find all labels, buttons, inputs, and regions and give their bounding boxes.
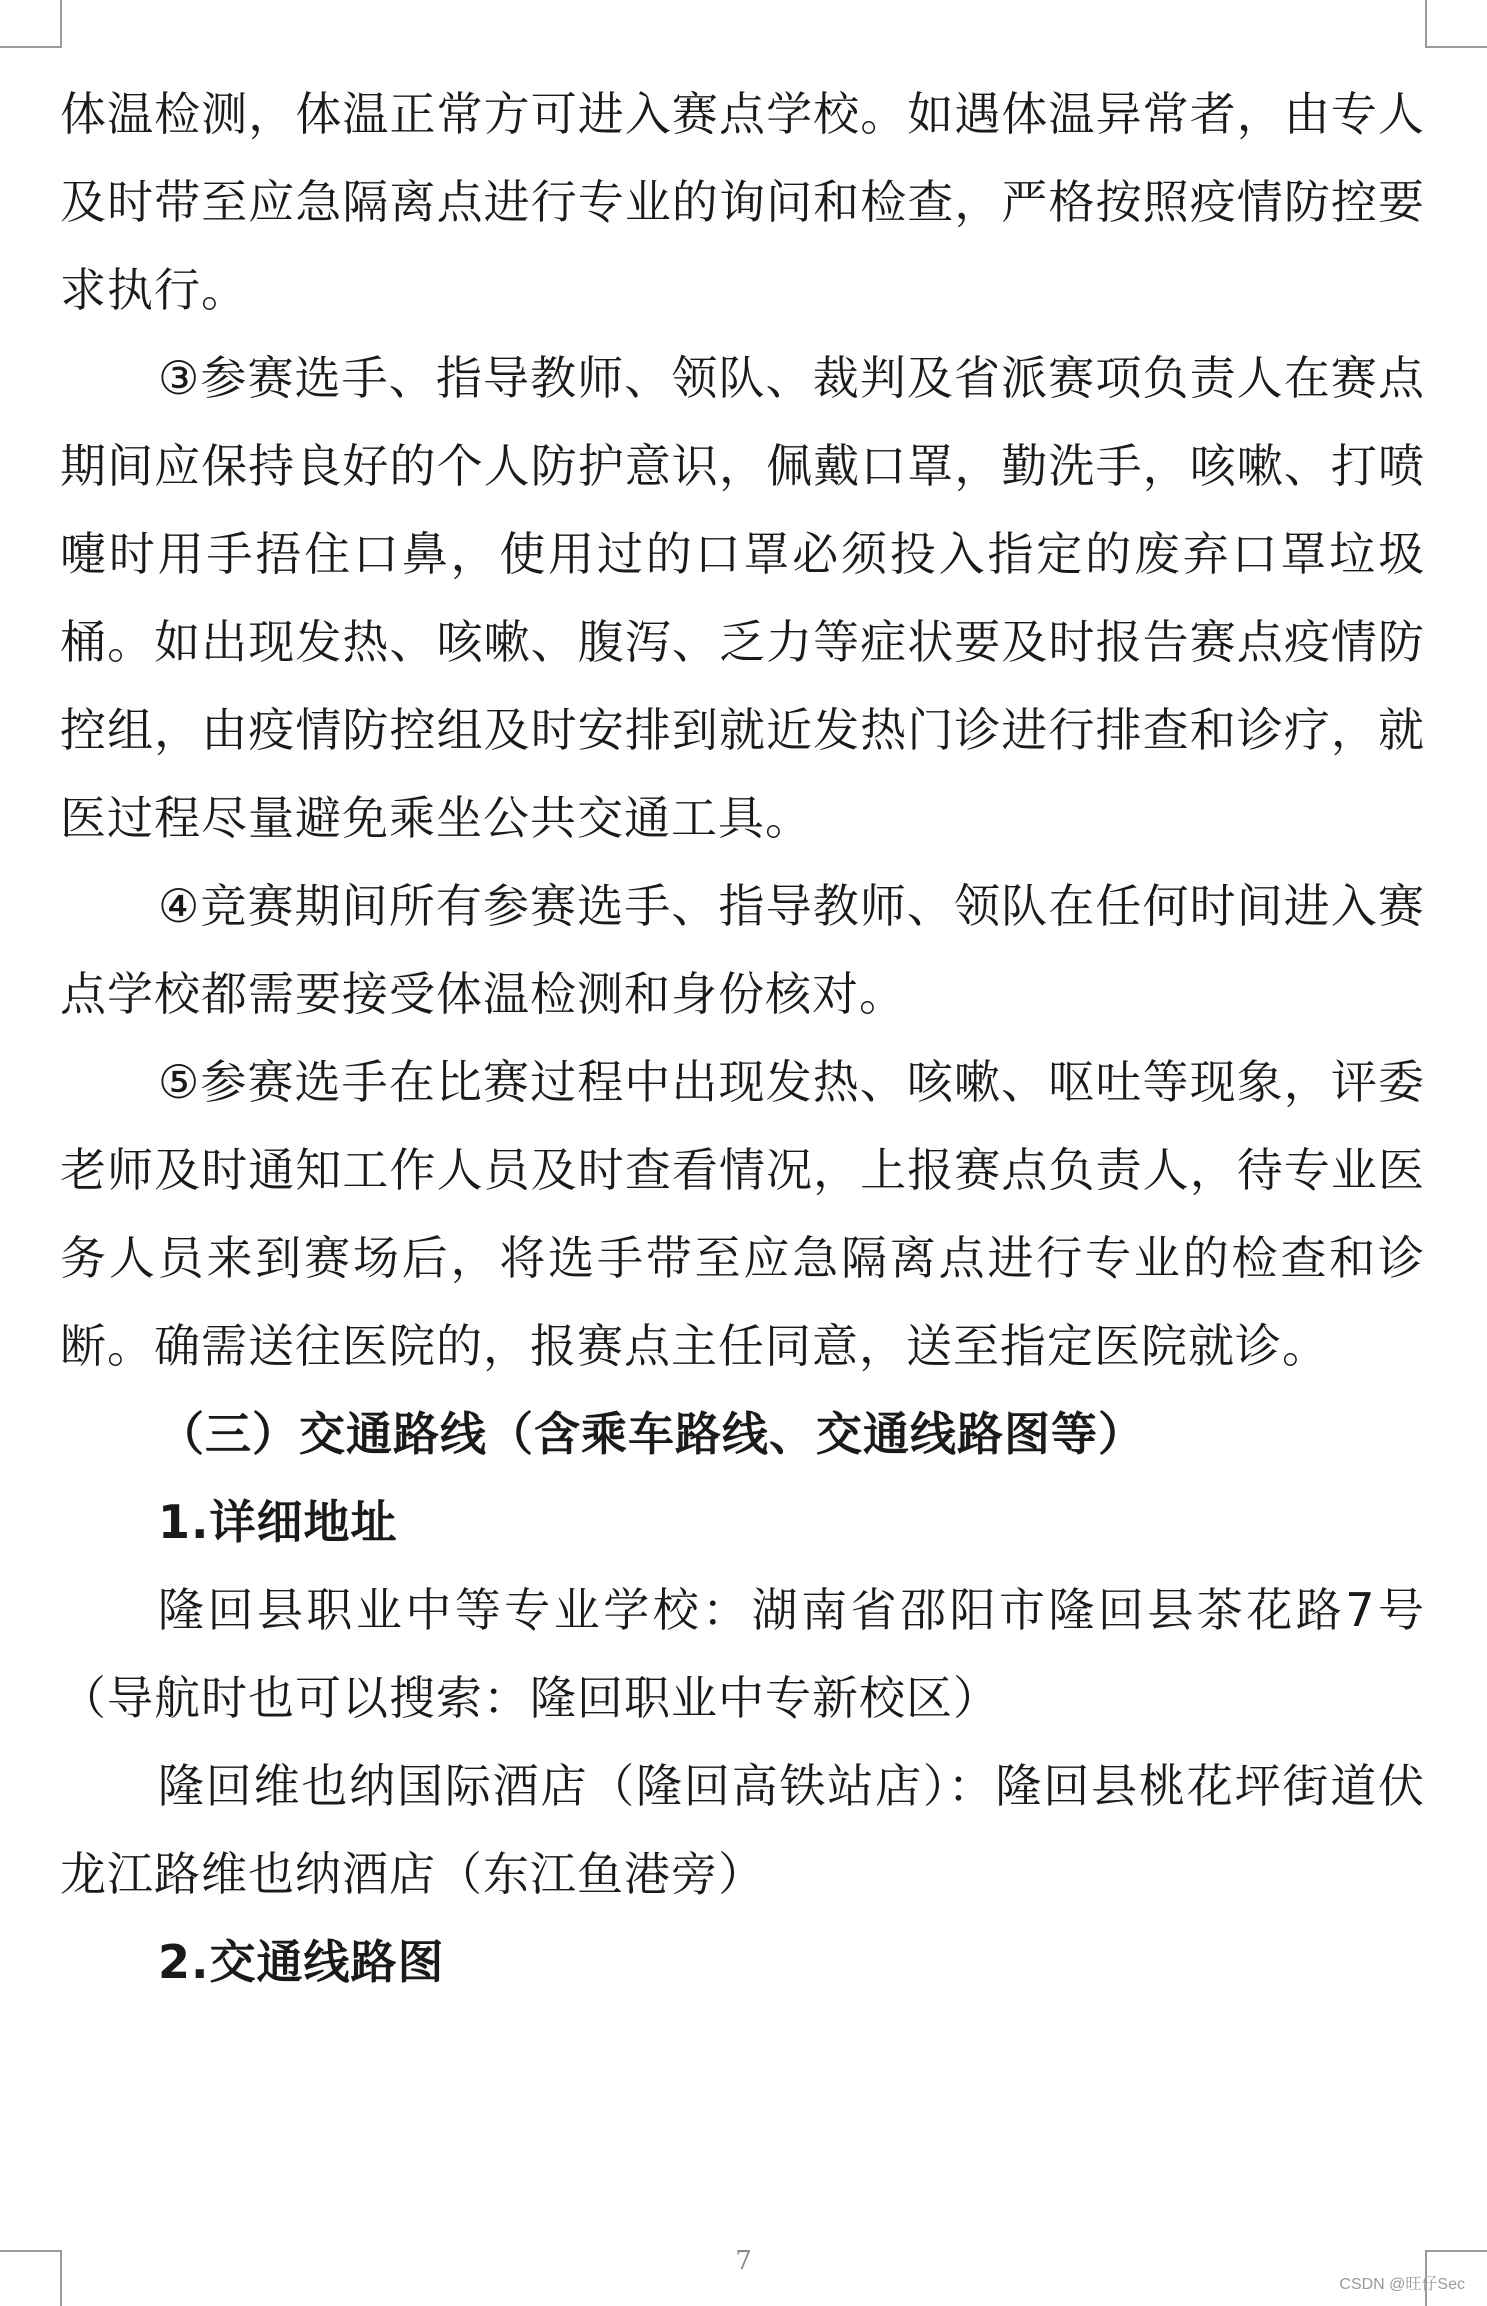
watermark: CSDN @旺仔Sec — [1339, 2276, 1465, 2293]
paragraph-entry-check: ④竞赛期间所有参赛选手、指导教师、领队在任何时间进入赛点学校都需要接受体温检测和身份核对。 — [60, 879, 1425, 1021]
paragraph-personal-protection: ③参赛选手、指导教师、领队、裁判及省派赛项负责人在赛点期间应保持良好的个人防护意识，佩戴口罩，勤洗手，咳嗽、打喷嚏时用手捂住口鼻，使用过的口罩必须投入指定的废弃口罩垃圾桶。如出现发热、咳嗽、腹泻、乏力等症状要及时报告赛点疫情防控组，由疫情防控组及时安排到就近发热门诊进行排查和诊疗，就医过程尽量避免乘坐公共交通工具。 — [60, 351, 1425, 845]
page-number: 7 — [735, 2246, 752, 2276]
subheading-address: 1.详细地址 — [158, 1495, 398, 1549]
document-body — [60, 70, 1425, 2006]
crop-mark-top-left — [0, 0, 62, 48]
crop-mark-top-right — [1425, 0, 1487, 48]
paragraph-illness-handling: ⑤参赛选手在比赛过程中出现发热、咳嗽、呕吐等现象，评委老师及时通知工作人员及时查看情况，上报赛点负责人，待专业医务人员来到赛场后，将选手带至应急隔离点进行专业的检查和诊断。确需送往医院的，报赛点主任同意，送至指定医院就诊。 — [60, 1055, 1425, 1373]
paragraph-school-address: 隆回县职业中等专业学校：湖南省邵阳市隆回县茶花路7号（导航时也可以搜索：隆回职业中专新校区） — [60, 1583, 1425, 1725]
subheading-route-map: 2.交通线路图 — [158, 1935, 445, 1989]
paragraph-hotel-address: 隆回维也纳国际酒店（隆回高铁站店）：隆回县桃花坪街道伏龙江路维也纳酒店（东江鱼港旁） — [60, 1759, 1425, 1901]
section-heading-transport: （三）交通路线（含乘车路线、交通线路图等） — [158, 1407, 1145, 1461]
paragraph-temperature-check: 体温检测，体温正常方可进入赛点学校。如遇体温异常者，由专人及时带至应急隔离点进行专业的询问和检查，严格按照疫情防控要求执行。 — [60, 87, 1425, 317]
